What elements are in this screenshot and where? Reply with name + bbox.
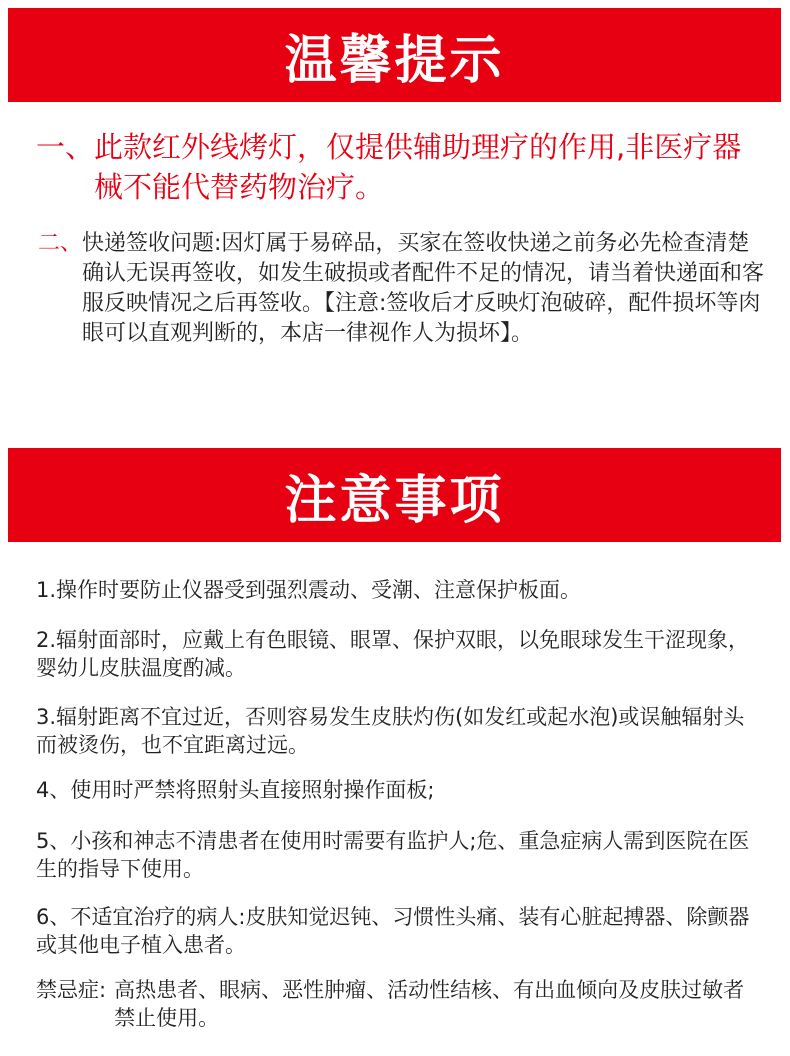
reminder-item-2-text: 快递签收问题:因灯属于易碎品，买家在签收快递之前务必先检查清楚确认无误再签收，如发生破损或者配件不足的情况，请当着快递面和客服反映情况之后再签收。【注意:签收后才反映灯泡破碎，配件损坏等肉眼可以直观判断的，本店一律视作人为损坏】。	[82, 231, 765, 346]
precaution-item-6: 6、不适宜治疗的病人:皮肤知觉迟钝、习惯性头痛、装有心脏起搏器、除颤器或其他电子植入患者。	[36, 905, 750, 957]
reminder-item-1-number: 一、	[36, 130, 95, 164]
contraindications	[36, 976, 761, 1032]
contraindications-text: 高热患者、眼病、恶性肿瘤、活动性结核、有出血倾向及皮肤过敏者禁止使用。	[114, 978, 745, 1030]
reminder-item-2-number: 二、	[38, 231, 83, 256]
precautions-title: 注意事项	[284, 470, 505, 531]
precaution-item-4: 4、使用时严禁将照射头直接照射操作面板;	[36, 778, 435, 802]
precaution-item-1: 1.操作时要防止仪器受到强烈震动、受潮、注意保护板面。	[36, 578, 582, 602]
reminder-item-1	[36, 127, 766, 207]
reminder-item-2	[38, 229, 766, 349]
contraindications-label: 禁忌症:	[36, 978, 107, 1002]
reminder-banner	[8, 8, 781, 102]
precaution-item-2: 2.辐射面部时，应戴上有色眼镜、眼罩、保护双眼，以免眼球发生干涩现象，婴幼儿皮肤温度酌减。	[36, 628, 750, 680]
reminder-title: 温馨提示	[284, 30, 505, 91]
precaution-item-3: 3.辐射距离不宜过近，否则容易发生皮肤灼伤(如发红或起水泡)或误触辐射头而被烫伤，也不宜距离过远。	[36, 705, 745, 757]
reminder-item-1-text: 此款红外线烤灯，仅提供辅助理疗的作用,非医疗器械不能代替药物治疗。	[94, 130, 742, 204]
precautions-banner	[8, 448, 781, 542]
precaution-item-5: 5、小孩和神志不清患者在使用时需要有监护人;危、重急症病人需到医院在医生的指导下使用。	[36, 829, 750, 881]
